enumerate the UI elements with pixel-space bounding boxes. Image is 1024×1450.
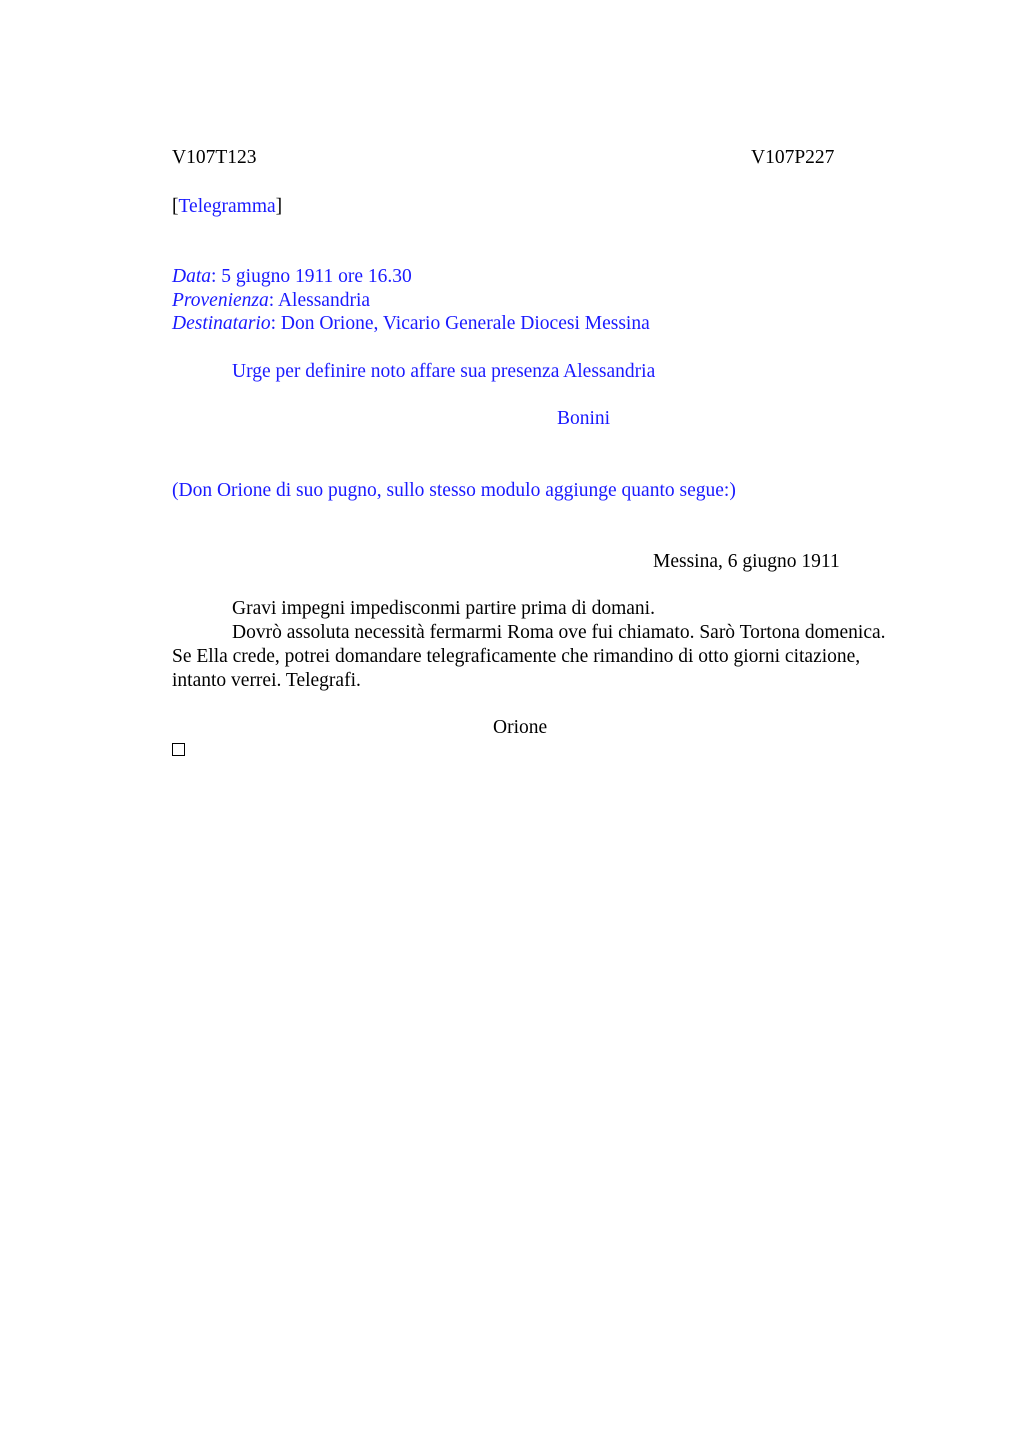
meta-data-label: Data	[172, 266, 211, 287]
meta-destinatario-line	[172, 312, 650, 336]
reply-line-4: intanto verrei. Telegrafi.	[172, 670, 361, 691]
handwritten-note: (Don Orione di suo pugno, sullo stesso modulo aggiunge quanto segue:)	[172, 480, 736, 501]
telegram-signature: Bonini	[557, 408, 611, 429]
right-code: V107P227	[751, 147, 835, 168]
reply-line-3: Se Ella crede, potrei domandare telegraficamente che rimandino di otto giorni citazione,	[172, 646, 861, 667]
meta-data-line	[172, 265, 412, 289]
doc-type-label: Telegramma	[178, 196, 276, 217]
meta-provenienza-label: Provenienza	[172, 290, 269, 311]
meta-provenienza-line	[172, 289, 370, 313]
meta-data-value: : 5 giugno 1911 ore 16.30	[211, 266, 412, 287]
reply-place-date: Messina, 6 giugno 1911	[653, 551, 840, 572]
meta-destinatario-label: Destinatario	[172, 313, 271, 334]
end-mark-box	[172, 743, 185, 756]
meta-destinatario-value: : Don Orione, Vicario Generale Diocesi Messina	[270, 313, 650, 334]
reply-line-1: Gravi impegni impedisconmi partire prima di domani.	[232, 598, 655, 619]
doc-type	[172, 195, 282, 219]
reply-line-2: Dovrò assoluta necessità fermarmi Roma ove fui chiamato. Sarò Tortona domenica.	[232, 622, 886, 643]
telegram-body: Urge per definire noto affare sua presenza Alessandria	[232, 361, 656, 382]
doc-type-open-bracket: [	[172, 196, 179, 217]
reply-signature: Orione	[493, 717, 548, 738]
left-code: V107T123	[172, 147, 257, 168]
meta-provenienza-value: : Alessandria	[268, 290, 371, 311]
doc-type-close-bracket: ]	[275, 196, 283, 217]
